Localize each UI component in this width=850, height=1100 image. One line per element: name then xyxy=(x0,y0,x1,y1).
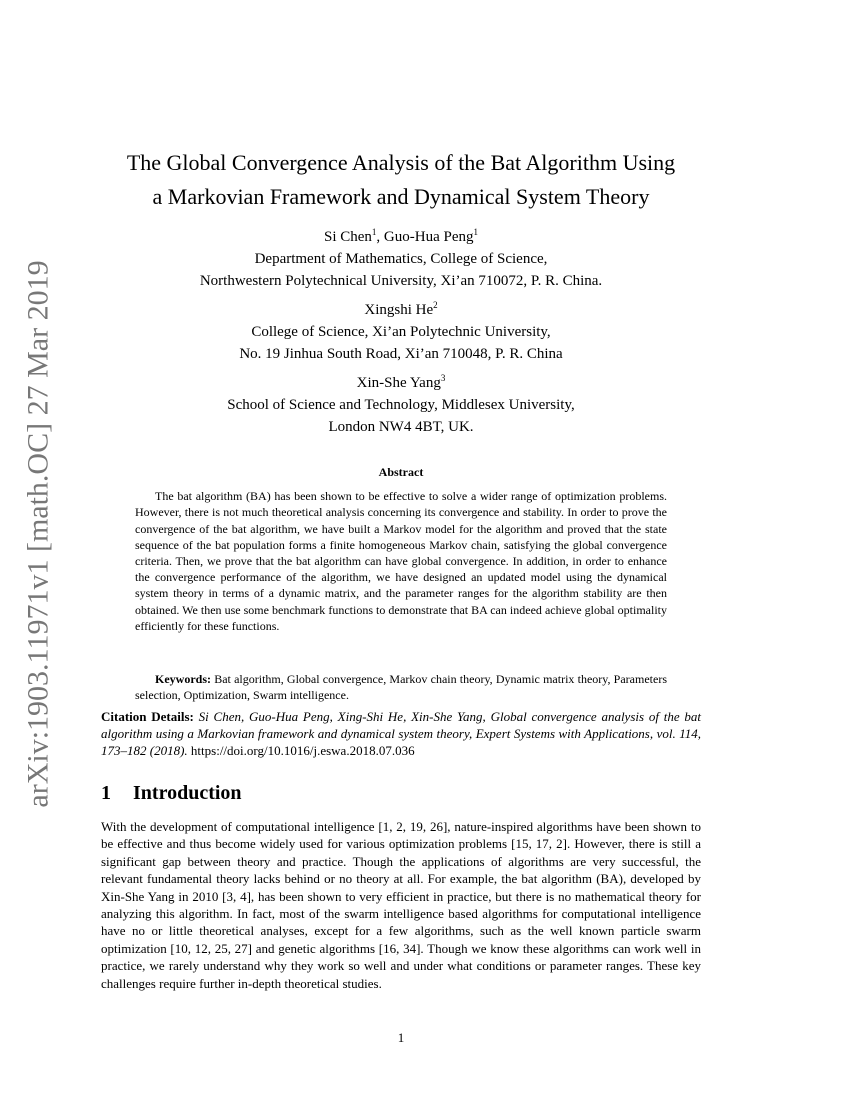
introduction-paragraph: With the development of computational intelligence [1, 2, 19, 26], nature-inspired algorithms have been shown to be effective and thus become widely used for various optimization problems [15, 17, 2]. However, there is still a significant gap between theory and practice. Though the applications of algorithms are very successful, the relevant fundamental theory lacks behind or no theory at all. For example, the bat algorithm (BA), developed by Xin-She Yang in 2010 [3, 4], has been shown to very efficient in practice, but there is no mathematical theory for analyzing this algorithm. In fact, most of the swarm intelligence based algorithms for computational intelligence have no or little theoretical analyses, except for a few algorithms, such as the well known particle swarm optimization [10, 12, 25, 27] and genetic algorithms [16, 34]. Though we know these algorithms can work well in practice, we rarely understand why they work so well and under what conditions or parameter ranges. These key challenges require further in-depth theoretical studies. xyxy=(101,819,701,991)
author-group-1 xyxy=(101,226,701,292)
author-group-3 xyxy=(101,372,701,438)
keywords xyxy=(135,671,667,703)
paper-title xyxy=(101,146,701,214)
author-names-2: Xingshi He$^2$ xyxy=(364,300,438,318)
abstract xyxy=(135,464,667,634)
arxiv-identifier: arXiv:1903.11971v1 [math.OC] 27 Mar 2019 xyxy=(22,259,55,808)
affiliation-2-line-2: No. 19 Jinhua South Road, Xi’an 710048, P. R. China xyxy=(239,346,563,362)
author-group-2 xyxy=(101,299,701,365)
section-heading-introduction xyxy=(101,780,701,806)
page-number: 1 xyxy=(397,1030,405,1045)
affiliation-1-line-1: Department of Mathematics, College of Science, xyxy=(254,251,548,267)
affiliation-2-line-1: College of Science, Xi’an Polytechnic University, xyxy=(251,324,551,340)
affiliation-3-line-2: London NW4 4BT, UK. xyxy=(328,419,474,435)
citation-details xyxy=(101,709,701,759)
citation-text: Si Chen, Guo-Hua Peng, Xing-Shi He, Xin-She Yang, Global convergence analysis of the bat algorithm using a Markovian framework and dynamical system theory, Expert Systems with Applications, vol. 114, 173–182 (2018). xyxy=(101,709,701,758)
author-names-3: Xin-She Yang$^3$ xyxy=(356,373,446,391)
section-title: Introduction xyxy=(133,782,242,804)
authors-block xyxy=(101,226,701,445)
affiliation-1-line-2: Northwestern Polytechnical University, Xi’an 710072, P. R. China. xyxy=(199,273,603,289)
citation-doi: https://doi.org/10.1016/j.eswa.2018.07.036 xyxy=(187,742,415,758)
citation-label: Citation Details: xyxy=(101,709,194,724)
affiliation-3-line-1: School of Science and Technology, Middlesex University, xyxy=(227,397,575,413)
abstract-title: Abstract xyxy=(378,465,424,479)
title-line-1: The Global Convergence Analysis of the Bat Algorithm Using xyxy=(126,150,676,175)
keywords-text: Bat algorithm, Global convergence, Markov chain theory, Dynamic matrix theory, Parameters selection, Optimization, Swarm intelligence. xyxy=(135,672,667,703)
paper-page xyxy=(101,0,701,1100)
keywords-label: Keywords: xyxy=(155,672,211,686)
section-number: 1 xyxy=(101,782,111,804)
author-names-1: Si Chen$^1$, Guo-Hua Peng$^1$ xyxy=(323,227,478,245)
abstract-body: The bat algorithm (BA) has been shown to be effective to solve a wider range of optimization problems. However, there is not much theoretical analysis concerning its convergence and stability. In order to prove the convergence of the bat algorithm, we have built a Markov model for the algorithm and proved that the state sequence of the bat population forms a finite homogeneous Markov chain, satisfying the global convergence criteria. Then, we prove that the bat algorithm can have global convergence. In addition, in order to enhance the convergence performance of the algorithm, we have designed an updated model using the dynamical system theory in terms of a dynamic matrix, and the parameter ranges for the algorithm stability are then obtained. We then use some benchmark functions to demonstrate that BA can indeed achieve global optimality efficiently for these functions. xyxy=(135,489,667,633)
arxiv-sidebar xyxy=(19,259,59,808)
title-line-2: a Markovian Framework and Dynamical System Theory xyxy=(152,184,650,209)
